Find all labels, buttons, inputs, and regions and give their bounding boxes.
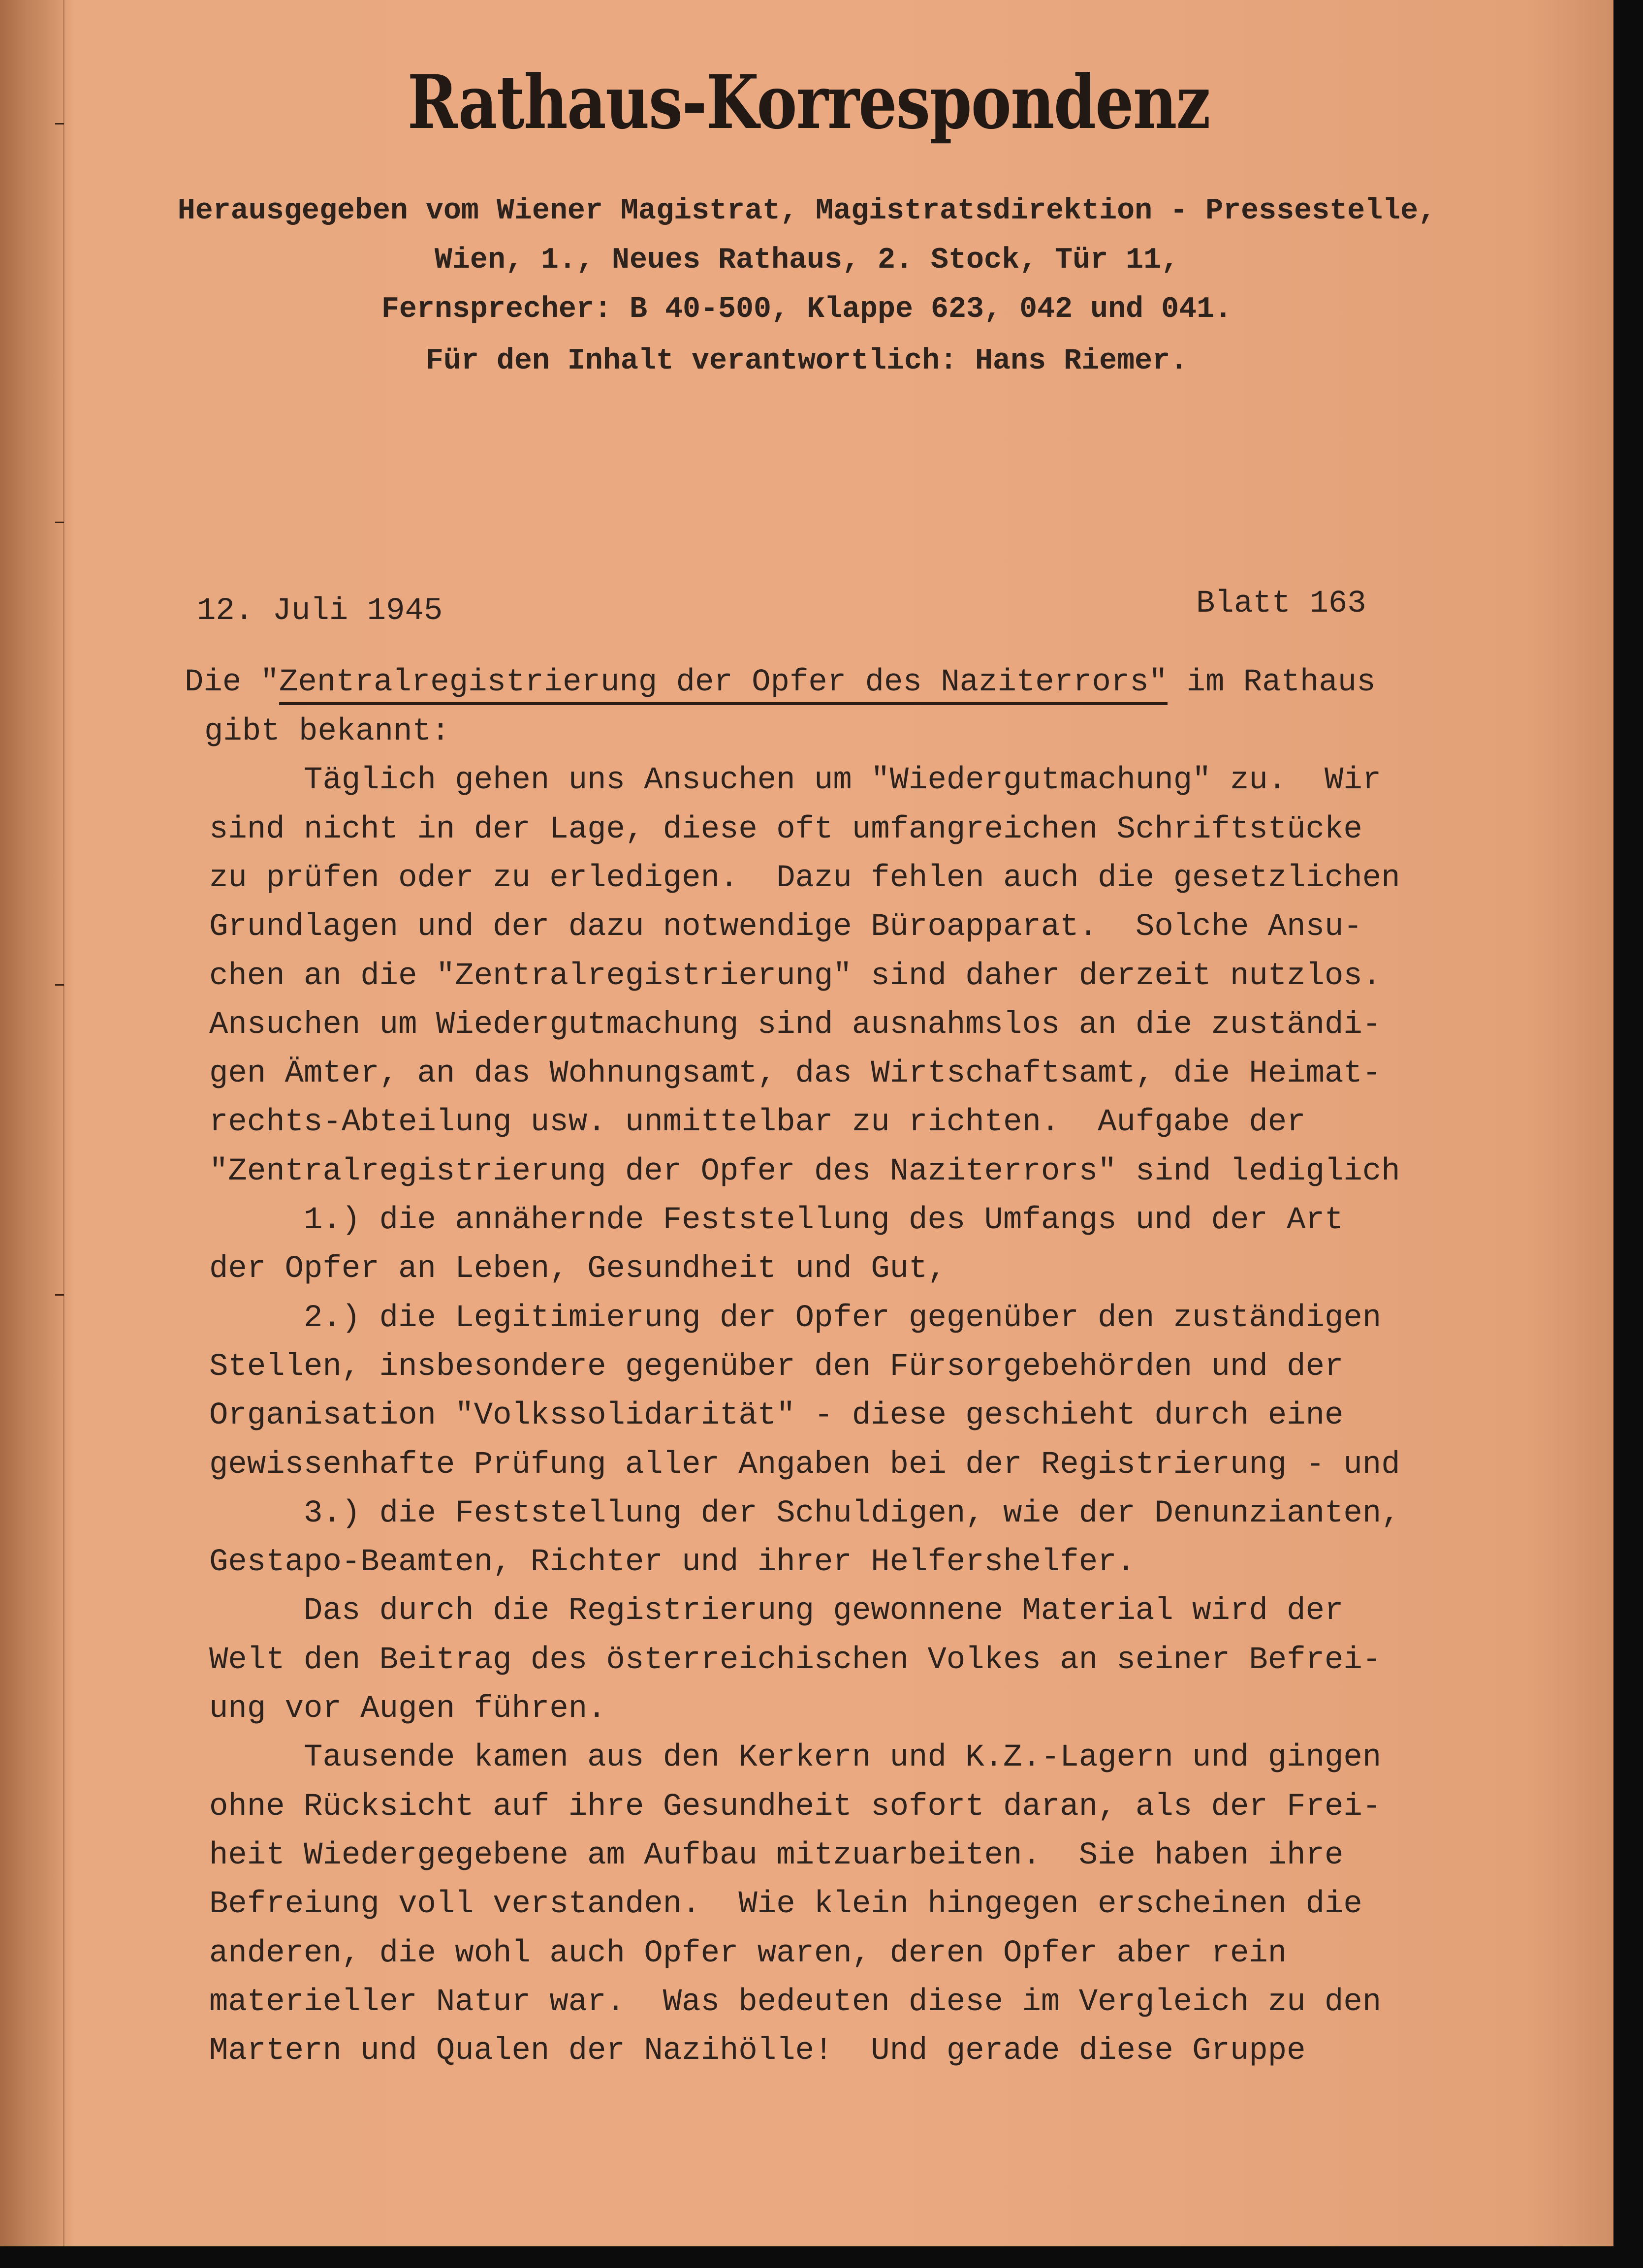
body-line: gen Ämter, an das Wohnungsamt, das Wirtschaftsamt, die Heimat- <box>209 1056 1382 1091</box>
body-line: materieller Natur war. Was bedeuten diese im Vergleich zu den <box>209 1985 1382 2020</box>
body-line: 1.) die annähernde Feststellung des Umfangs und der Art <box>209 1203 1344 1238</box>
header-address: Wien, 1., Neues Rathaus, 2. Stock, Tür 11, <box>434 244 1179 277</box>
binding-staple-mark <box>55 522 64 523</box>
masthead-title: Rathaus-Korrespondenz <box>407 59 1210 146</box>
body-line: Organisation "Volkssolidarität" - diese geschieht durch eine <box>209 1398 1344 1433</box>
body-line: anderen, die wohl auch Opfer waren, deren Opfer aber rein <box>209 1936 1287 1971</box>
announcement-title <box>185 667 1376 698</box>
body-line: heit Wiedergegebene am Aufbau mitzuarbeiten. Sie haben ihre <box>209 1838 1344 1873</box>
body-line: ohne Rücksicht auf ihre Gesundheit sofort daran, als der Frei- <box>209 1789 1382 1825</box>
header-publisher: Herausgegeben vom Wiener Magistrat, Magistratsdirektion - Pressestelle, <box>177 194 1436 228</box>
body-line: Das durch die Registrierung gewonnene Material wird der <box>209 1593 1344 1629</box>
body-line: Ansuchen um Wiedergutmachung sind ausnahmslos an die zuständi- <box>209 1007 1382 1043</box>
body-line: Martern und Qualen der Nazihölle! Und gerade diese Gruppe <box>209 2033 1306 2069</box>
body-line: Tausende kamen aus den Kerkern und K.Z.-Lagern und gingen <box>209 1740 1382 1775</box>
body-line: rechts-Abteilung usw. unmittelbar zu richten. Aufgabe der <box>209 1105 1306 1140</box>
body-line: "Zentralregistrierung der Opfer des Naziterrors" sind lediglich <box>209 1154 1400 1189</box>
binding-fold <box>63 0 64 2246</box>
body-line: Befreiung voll verstanden. Wie klein hingegen erscheinen die <box>209 1887 1362 1922</box>
body-line: 3.) die Feststellung der Schuldigen, wie der Denunzianten, <box>209 1496 1400 1531</box>
body-line: chen an die "Zentralregistrierung" sind daher derzeit nutzlos. <box>209 959 1382 994</box>
scan-border-bottom <box>0 2246 1643 2268</box>
body-line: Grundlagen und der dazu notwendige Büroapparat. Solche Ansu- <box>209 909 1362 945</box>
title-suffix: im Rathaus <box>1168 665 1376 700</box>
body-line: ung vor Augen führen. <box>209 1691 606 1727</box>
body-line: gewissenhafte Prüfung aller Angaben bei der Registrierung - und <box>209 1447 1400 1483</box>
body-line: der Opfer an Leben, Gesundheit und Gut, <box>209 1251 947 1287</box>
title-organisation: Zentralregistrierung der Opfer des Naziterrors" <box>279 665 1168 705</box>
body-line: Gestapo-Beamten, Richter und ihrer Helfershelfer. <box>209 1545 1136 1580</box>
scan-border-right <box>1613 0 1643 2268</box>
title-prefix: Die " <box>185 665 280 700</box>
body-line: Täglich gehen uns Ansuchen um "Wiedergutmachung" zu. Wir <box>209 763 1382 798</box>
binding-staple-mark <box>55 123 64 124</box>
header-responsible: Für den Inhalt verantwortlich: Hans Riemer. <box>425 344 1188 378</box>
binding-staple-mark <box>55 1294 64 1296</box>
document-date: 12. Juli 1945 <box>197 593 443 629</box>
sheet-number: Blatt 163 <box>1196 586 1366 621</box>
body-line: 2.) die Legitimierung der Opfer gegenüber den zuständigen <box>209 1301 1382 1336</box>
body-line: zu prüfen oder zu erledigen. Dazu fehlen auch die gesetzlichen <box>209 861 1400 896</box>
body-line: sind nicht in der Lage, diese oft umfangreichen Schriftstücke <box>209 812 1362 847</box>
body-line: Welt den Beitrag des österreichischen Volkes an seiner Befrei- <box>209 1643 1382 1678</box>
body-line: gibt bekannt: <box>204 714 450 749</box>
binding-staple-mark <box>55 984 64 986</box>
body-line: Stellen, insbesondere gegenüber den Fürsorgebehörden und der <box>209 1349 1344 1385</box>
header-phone: Fernsprecher: B 40-500, Klappe 623, 042 und 041. <box>381 293 1232 326</box>
